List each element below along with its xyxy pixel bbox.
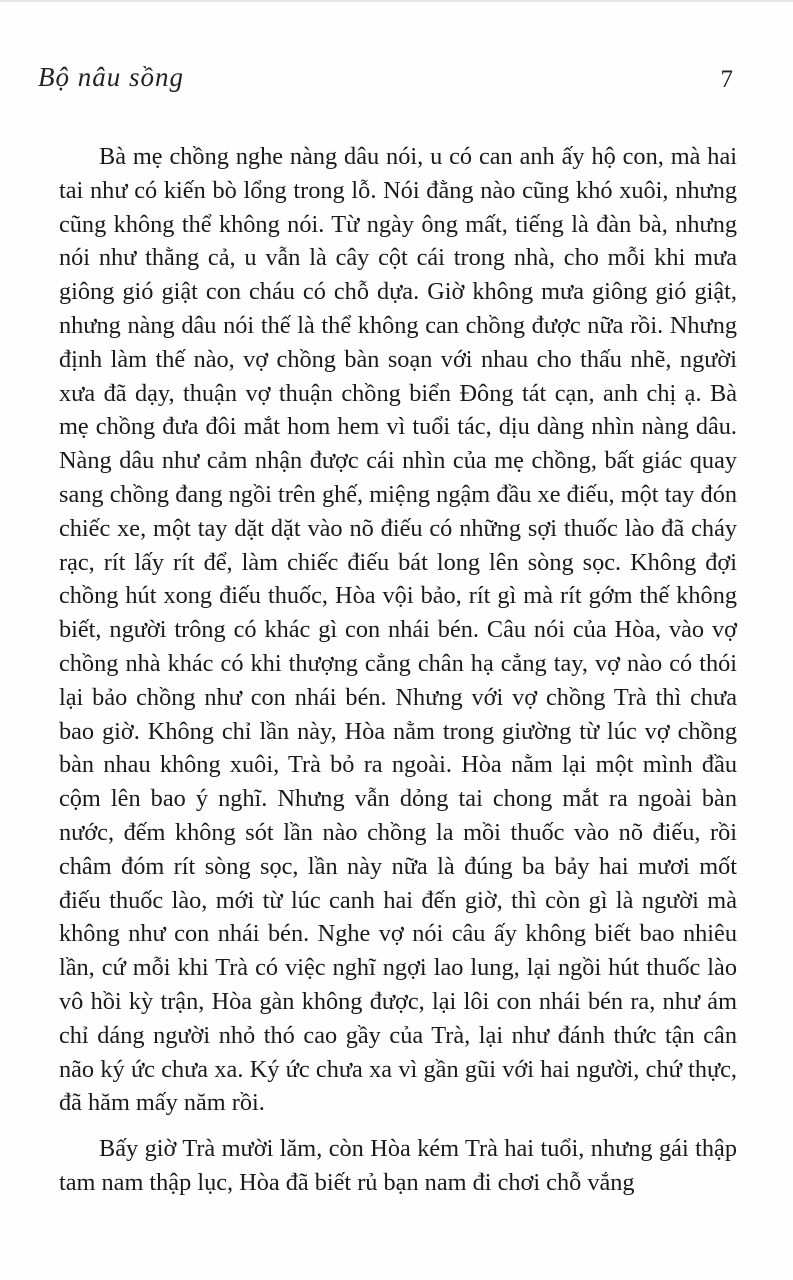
paragraph-1: Bà mẹ chồng nghe nàng dâu nói, u có can anh ấy hộ con, mà hai tai như có kiến bò lổng trong lỗ. Nói đằng nào cũng khó xuôi, nhưng cũng không thể không nói. Từ ngày ông mất, tiếng là đàn bà, nhưng nói như thằng cả, u vẫn là cây cột cái trong nhà, cho mỗi khi mưa giông gió giật con cháu có chỗ dựa. Giờ không mưa giông gió giật, nhưng nàng dâu nói thế là thể không can chồng được nữa rồi. Nhưng định làm thế nào, vợ chồng bàn soạn với nhau cho thấu nhẽ, người xưa đã dạy, thuận vợ thuận chồng biển Đông tát cạn, anh chị ạ. Bà mẹ chồng đưa đôi mắt hom hem vì tuổi tác, dịu dàng nhìn nàng dâu. Nàng dâu như cảm nhận được cái nhìn của mẹ chồng, bất giác quay sang chồng đang ngồi trên ghế, miệng ngậm đầu xe điếu, một tay đón chiếc xe, một tay dặt dặt vào nõ điếu có những sợi thuốc lào đã cháy rạc, rít lấy rít để, làm chiếc điếu bát long lên sòng sọc. Không đợi chồng hút xong điếu thuốc, Hòa vội bảo, rít gì mà rít gớm thế không biết, người trông có khác gì con nhái bén. Câu nói của Hòa, vào vợ chồng nhà khác có khi thượng cẳng chân hạ cẳng tay, vợ nào có thói lại bảo chồng như con nhái bén. Nhưng với vợ chồng Trà thì chưa bao giờ. Không chỉ lần này, Hòa nằm trong giường từ lúc vợ chồng bàn nhau không xuôi, Trà bỏ ra ngoài. Hòa nằm lại một mình đầu cộm lên bao ý nghĩ. Nhưng vẫn dỏng tai chong mắt ra ngoài bàn nước, đếm không sót lần nào chồng la mồi thuốc vào nõ điếu, rồi châm đóm rít sòng sọc, lần này nữa là đúng ba bảy hai mươi mốt điếu thuốc lào, mới từ lúc canh hai đến giờ, thì còn gì là người mà không như con nhái bén. Nghe vợ nói câu ấy không biết bao nhiêu lần, cứ mỗi khi Trà có việc nghĩ ngợi lao lung, lại ngồi hút thuốc lào vô hồi kỳ trận, Hòa gàn không được, lại lôi con nhái bén ra, như ám chỉ dáng người nhỏ thó cao gầy của Trà, lại như đánh thức tận cân não ký ức chưa xa. Ký ức chưa xa vì gần gũi với hai người, chứ thực, đã hăm mấy năm rồi. [59, 143, 737, 1117]
page-number: 7 [720, 66, 733, 93]
running-head-title: Bộ nâu sồng [38, 62, 184, 92]
page-top-edge [0, 0, 793, 2]
paragraph-2: Bấy giờ Trà mười lăm, còn Hòa kém Trà hai tuổi, nhưng gái thập tam nam thập lục, Hòa đã biết rủ bạn nam đi chơi chỗ vắng [59, 1135, 737, 1196]
body-text [59, 140, 737, 1200]
